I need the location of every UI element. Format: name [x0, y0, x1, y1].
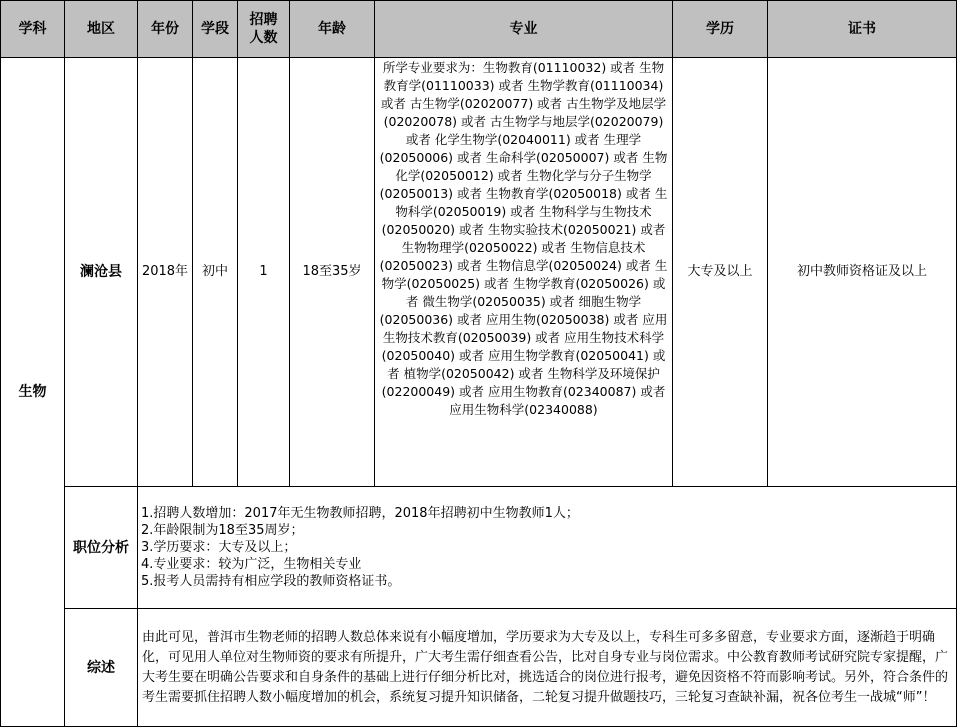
analysis-item-3: 3.学历要求：大专及以上； — [141, 540, 297, 555]
analysis-item-4: 4.专业要求：较为广泛，生物相关专业 — [141, 557, 362, 572]
header-region: 地区 — [65, 1, 138, 58]
cell-year: 2018年 — [138, 58, 193, 487]
analysis-row — [1, 487, 957, 609]
header-row — [1, 1, 957, 58]
cell-subject: 生物 — [1, 58, 65, 727]
summary-label: 综述 — [65, 609, 138, 727]
cell-recruit-count: 1 — [238, 58, 290, 487]
cell-age: 18至35岁 — [290, 58, 375, 487]
header-recruit-count-text: 招聘人数 — [249, 12, 278, 46]
header-recruit-count — [238, 1, 290, 58]
cell-education: 大专及以上 — [673, 58, 768, 487]
cell-major — [375, 58, 673, 487]
header-certificate: 证书 — [768, 1, 957, 58]
analysis-content — [138, 487, 957, 609]
summary-text: 由此可见，普洱市生物老师的招聘人数总体来说有小幅度增加，学历要求为大专及以上，专科生可多多留意，专业要求方面，逐渐趋于明确化，可见用人单位对生物师资的要求有所提升，广大考生需仔细查看公告，比对自身专业与岗位需求。中公教育教师考试研究院专家提醒，广大考生要在明确公告要求和自身条件的基础上进行仔细分析比对，挑选适合的岗位进行报考，避免因资格不符而影响考试。另外，符合条件的考生需要抓住招聘人数小幅度增加的机会，系统复习提升知识储备，二轮复习提升做题技巧，三轮复习查缺补漏，祝各位考生一战城“师”！ — [138, 609, 957, 727]
header-age: 年龄 — [290, 1, 375, 58]
analysis-label: 职位分析 — [65, 487, 138, 609]
header-major: 专业 — [375, 1, 673, 58]
major-text: 所学专业要求为：生物教育(01110032) 或者 生物教育学(01110033) 或者 生物学教育(01110034) 或者 古生物学(02020077) 或者 古生物学及地层学(02020078) 或者 古生物学与地层学(02020079) 或者 化学生物学(02040011) 或者 生理学(02050006) 或者 生命科学(02050007) 或者 生物化学(02050012) 或者 生物化学与分子生物学(02050013) 或者 生物教育学(02050018) 或者 生物科学(02050019) 或者 生物科学与生物技术(02050020) 或者 生物实验技术(02050021) 或者 生物物理学(02050022) 或者 生物信息技术(02050023) 或者 生物信息学(02050024) 或者 生物学(02050025) 或者 生物学教育(02050026) 或者 微生物学(02050035) 或者 细胞生物学(02050036) 或者 应用生物(02050038) 或者 应用生物技术教育(02050039) 或者 应用生物技术科学(02050040) 或者 应用生物学教育(02050041) 或者 植物学(02050042) 或者 生物科学及环境保护(02200049) 或者 应用生物教育(02340087) 或者 应用生物科学(02340088) — [379, 60, 668, 417]
data-row — [1, 58, 957, 487]
cell-certificate: 初中教师资格证及以上 — [768, 58, 957, 487]
cell-region: 澜沧县 — [65, 58, 138, 487]
header-education: 学历 — [673, 1, 768, 58]
cell-stage: 初中 — [193, 58, 238, 487]
analysis-item-1: 1.招聘人数增加：2017年无生物教师招聘，2018年招聘初中生物教师1人； — [141, 506, 579, 521]
header-stage: 学段 — [193, 1, 238, 58]
analysis-item-5: 5.报考人员需持有相应学段的教师资格证书。 — [141, 574, 401, 589]
header-subject: 学科 — [1, 1, 65, 58]
header-year: 年份 — [138, 1, 193, 58]
analysis-item-2: 2.年龄限制为18至35周岁； — [141, 523, 304, 538]
summary-row — [1, 609, 957, 727]
